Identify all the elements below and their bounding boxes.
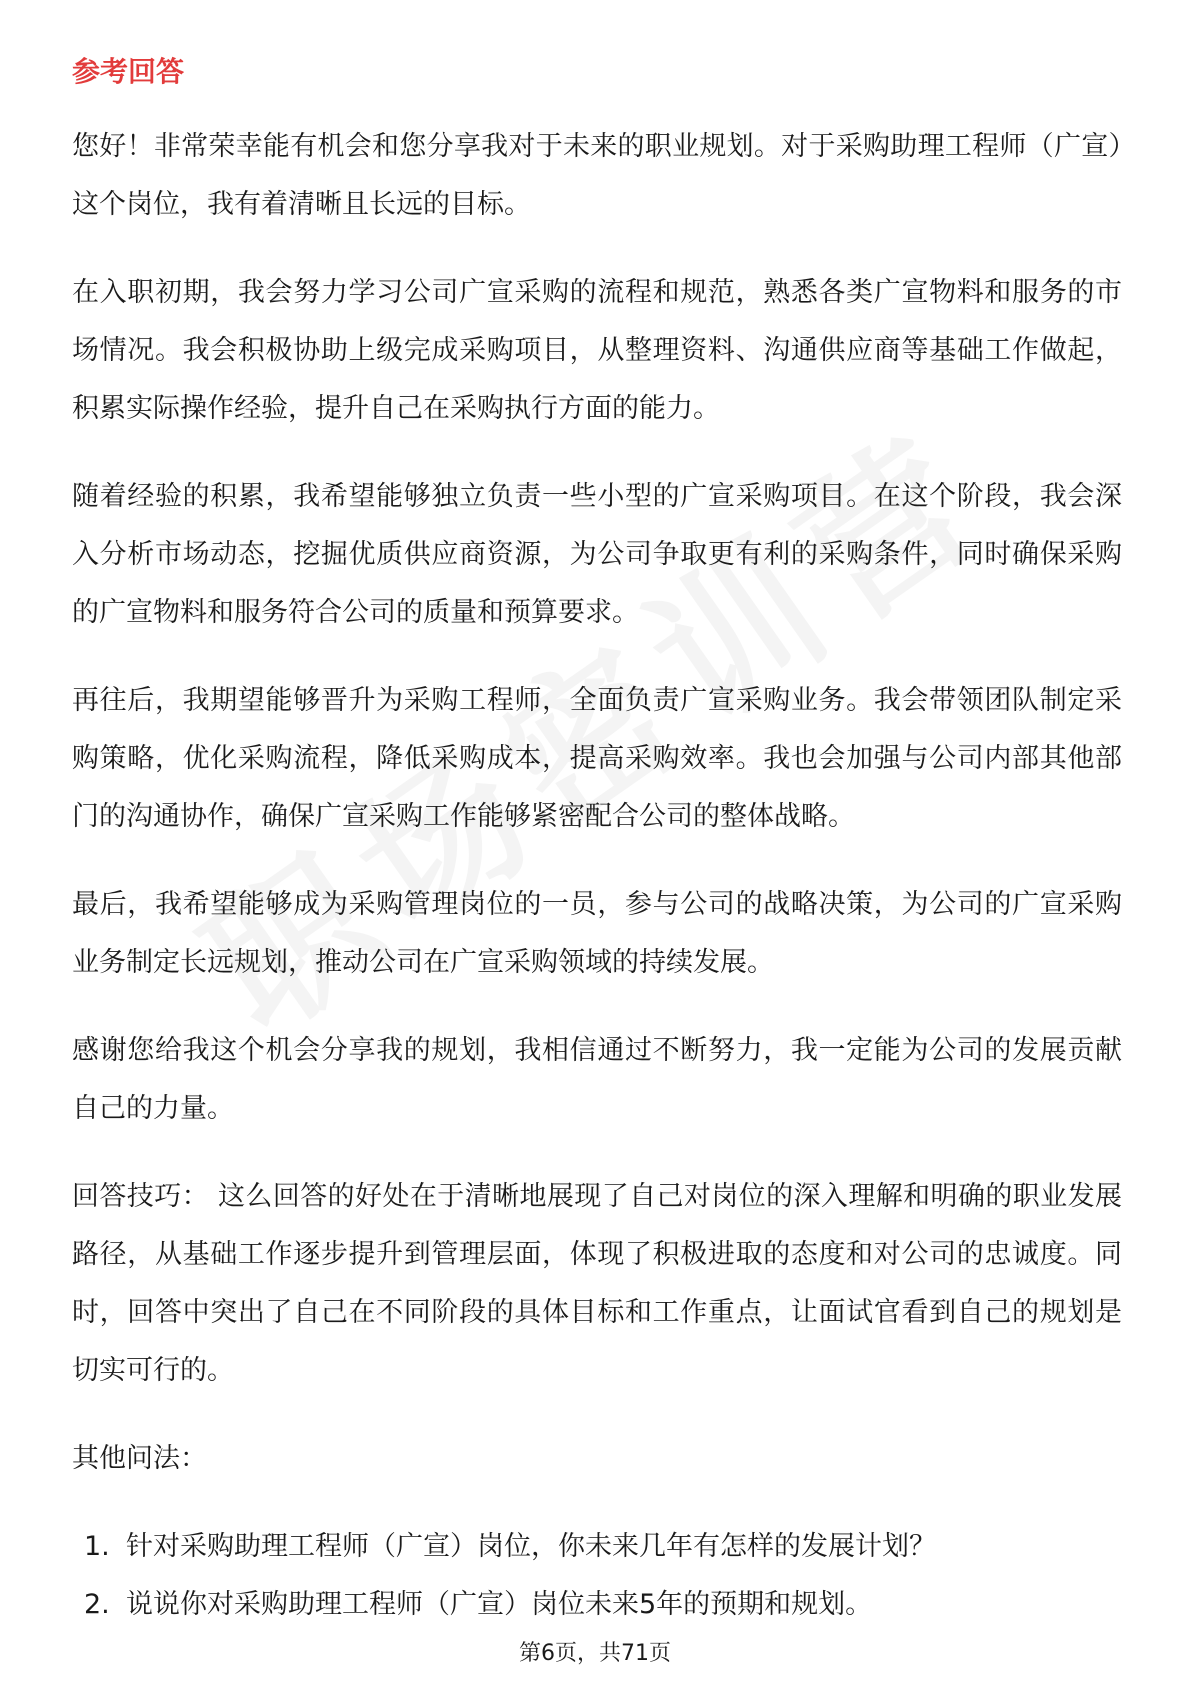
paragraph-advanced-stage: 再往后，我期望能够晋升为采购工程师，全面负责广宣采购业务。我会带领团队制定采购策略，优化采购流程，降低采购成本，提高采购效率。我也会加强与公司内部其他部门的沟通协作，确保广宣采购工作能够紧密配合公司的整体战略。 xyxy=(72,685,1122,832)
list-item-number: 2. xyxy=(84,1589,110,1620)
section-title: 参考回答 xyxy=(72,55,185,88)
paragraph-greeting: 您好！非常荣幸能有机会和您分享我对于未来的职业规划。对于采购助理工程师（广宣）这个岗位，我有着清晰且长远的目标。 xyxy=(72,131,1122,220)
paragraph-final-stage: 最后，我希望能够成为采购管理岗位的一员，参与公司的战略决策，为公司的广宣采购业务制定长远规划，推动公司在广宣采购领域的持续发展。 xyxy=(72,889,1122,978)
other-questions-heading: 其他问法： xyxy=(72,1443,207,1474)
page-number-footer: 第6页，共71页 xyxy=(519,1641,671,1666)
paragraph-mid-stage: 随着经验的积累，我希望能够独立负责一些小型的广宣采购项目。在这个阶段，我会深入分析市场动态，挖掘优质供应商资源，为公司争取更有利的采购条件，同时确保采购的广宣物料和服务符合公司的质量和预算要求。 xyxy=(72,481,1122,628)
list-item-number: 1. xyxy=(84,1531,110,1562)
list-item-text: 说说你对采购助理工程师（广宣）岗位未来5年的预期和规划。 xyxy=(126,1589,873,1620)
answer-content xyxy=(72,118,1122,1634)
list-item xyxy=(72,1518,1122,1576)
paragraph-answer-tips: 回答技巧： 这么回答的好处在于清晰地展现了自己对岗位的深入理解和明确的职业发展路径，从基础工作逐步提升到管理层面，体现了积极进取的态度和对公司的忠诚度。同时，回答中突出了自己在不同阶段的具体目标和工作重点，让面试官看到自己的规划是切实可行的。 xyxy=(72,1181,1122,1386)
other-questions-list xyxy=(72,1518,1122,1634)
paragraph-thanks: 感谢您给我这个机会分享我的规划，我相信通过不断努力，我一定能为公司的发展贡献自己的力量。 xyxy=(72,1035,1122,1124)
list-item xyxy=(72,1576,1122,1634)
list-item-text: 针对采购助理工程师（广宣）岗位，你未来几年有怎样的发展计划？ xyxy=(126,1531,936,1562)
paragraph-early-stage: 在入职初期，我会努力学习公司广宣采购的流程和规范，熟悉各类广宣物料和服务的市场情况。我会积极协助上级完成采购项目，从整理资料、沟通供应商等基础工作做起，积累实际操作经验，提升自己在采购执行方面的能力。 xyxy=(72,277,1122,424)
